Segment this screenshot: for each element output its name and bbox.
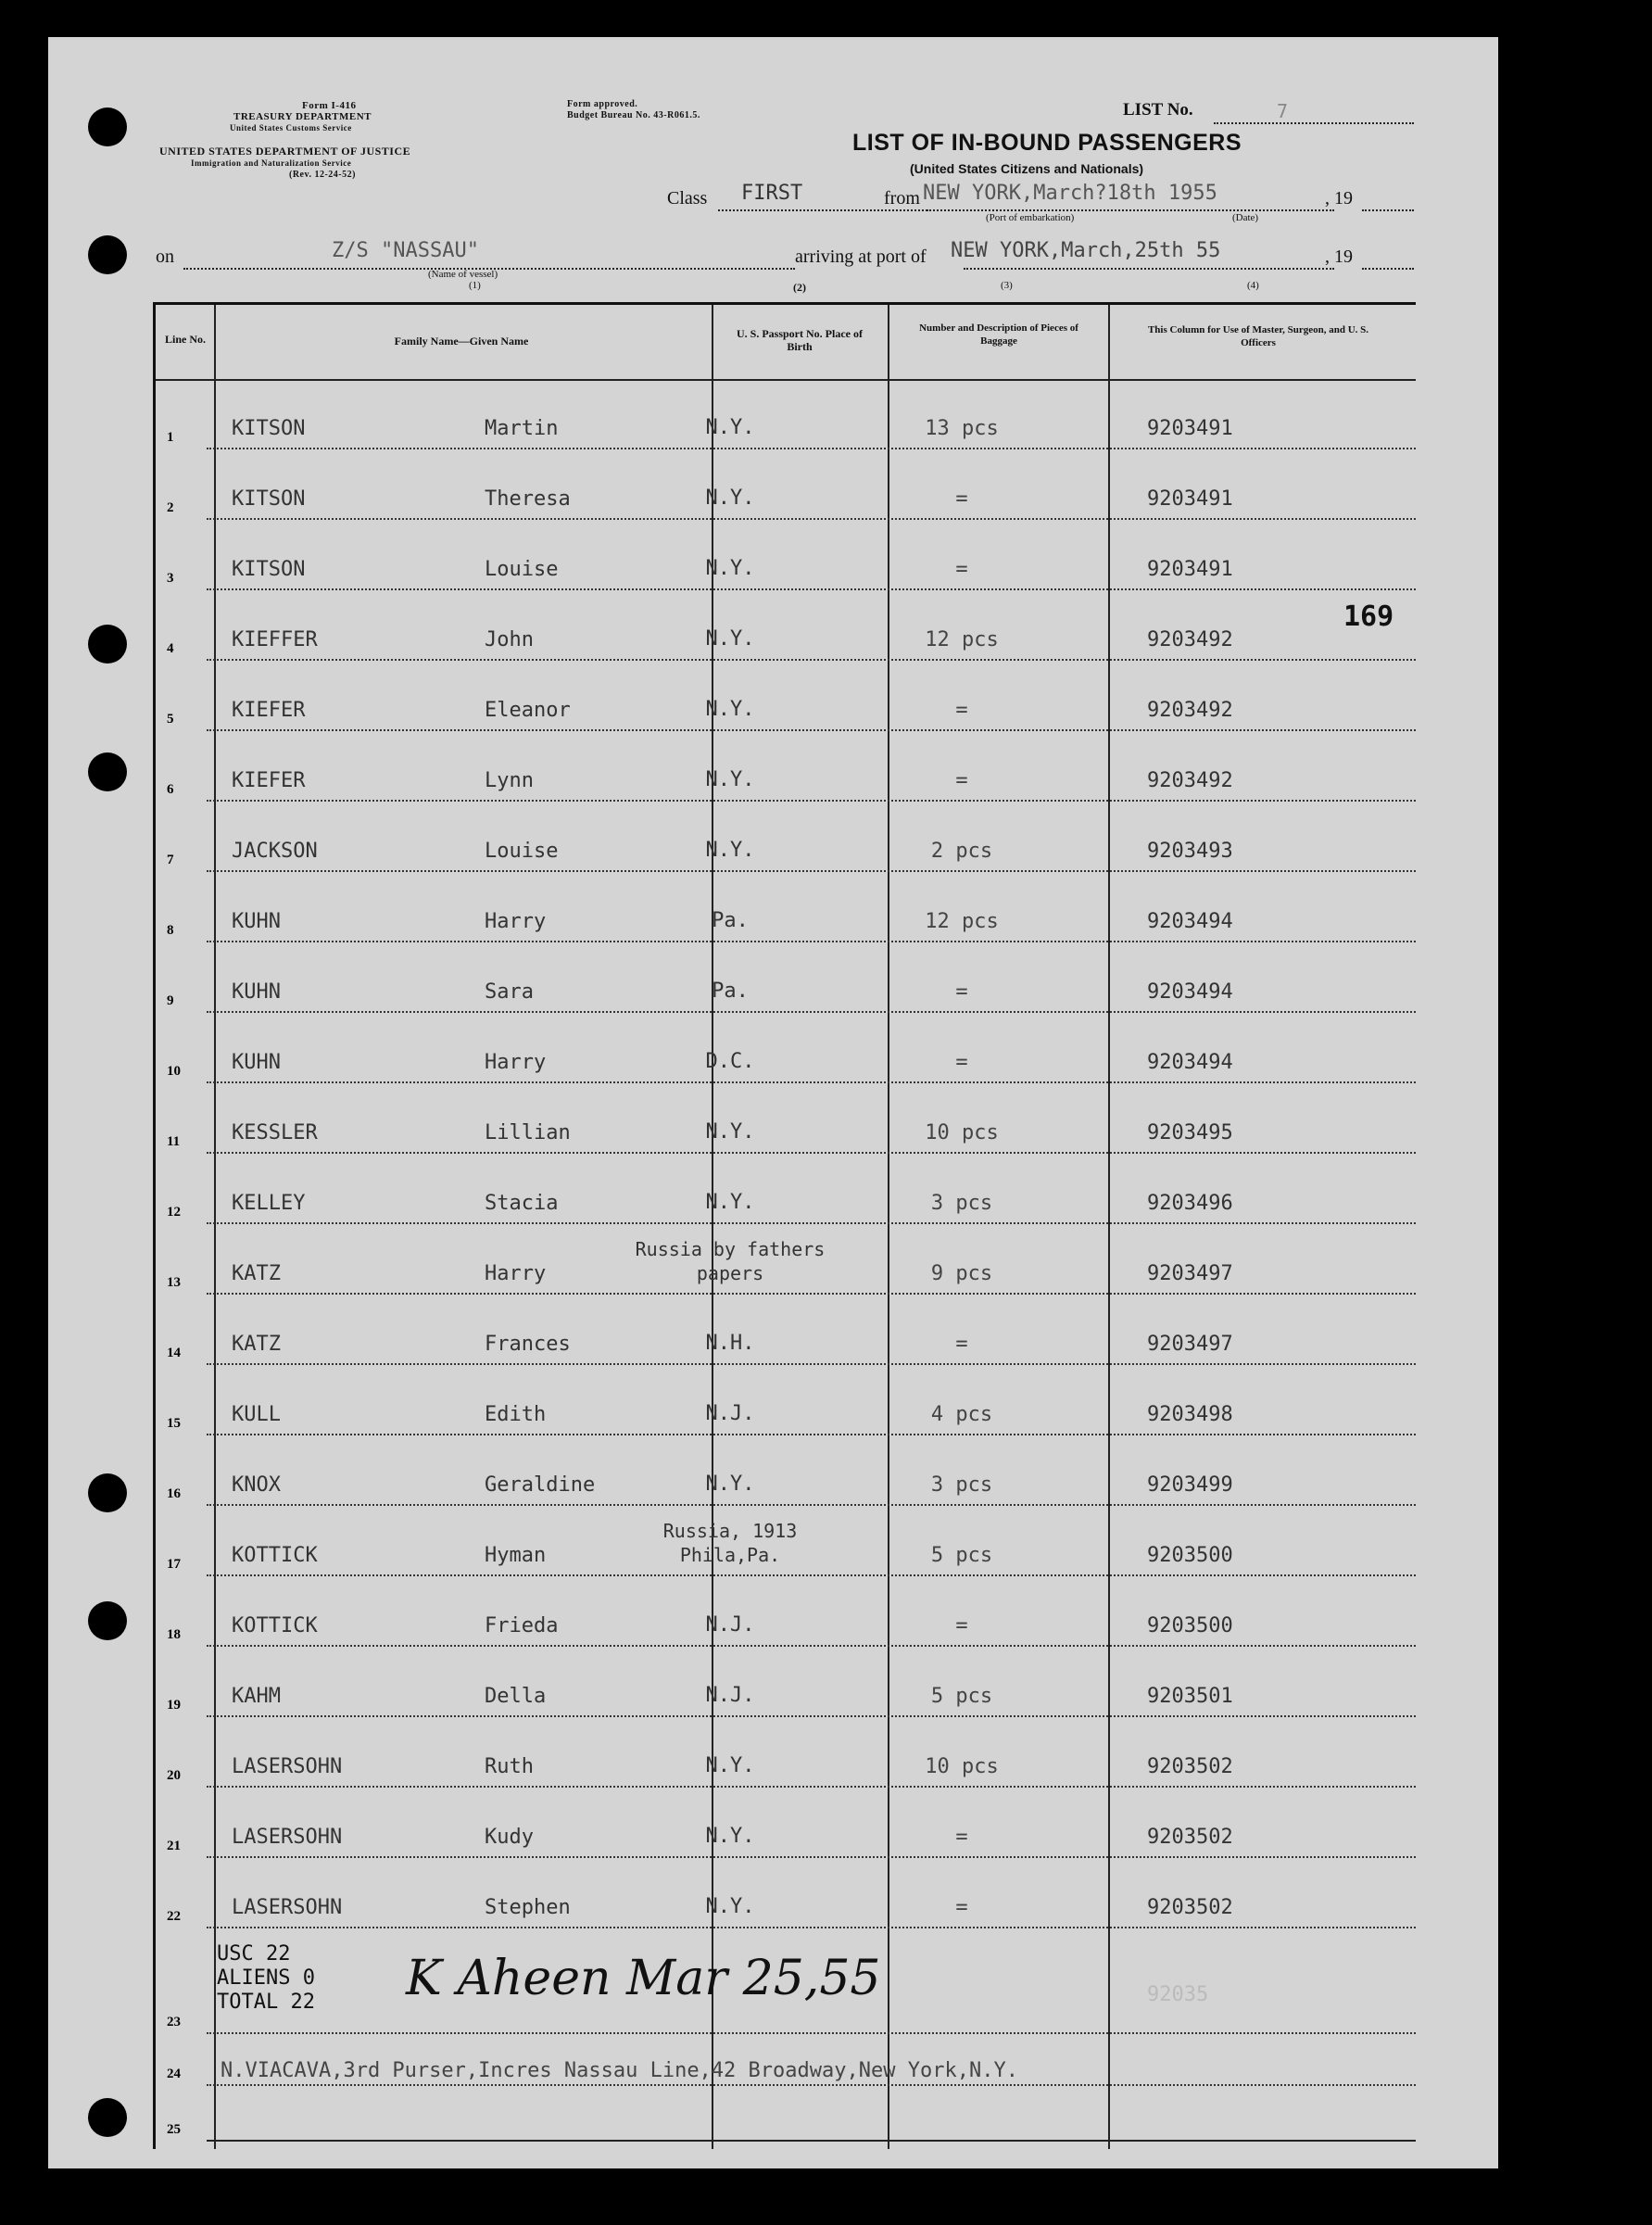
list-no-line: [1214, 122, 1414, 124]
baggage-description: =: [955, 1614, 968, 1637]
col-header-baggage: Number and Description of Pieces of Baggage: [919, 322, 1078, 347]
family-name: KNOX: [232, 1473, 281, 1497]
passenger-row: [156, 590, 1416, 661]
family-name: KUHN: [232, 980, 281, 1004]
place-of-birth: N.H.: [705, 1332, 755, 1355]
customs-service: United States Customs Service: [230, 123, 352, 133]
line-number: 4: [167, 641, 174, 656]
line-number: 24: [167, 2067, 181, 2081]
baggage-description: 5 pcs: [930, 1544, 993, 1567]
place-of-birth: N.Y.: [705, 768, 755, 791]
from-line: [927, 209, 1334, 211]
baggage-description: =: [955, 1333, 968, 1356]
baggage-description: =: [955, 699, 968, 722]
passenger-row: [156, 1435, 1416, 1506]
given-name: Ruth: [485, 1755, 534, 1778]
family-name: KIEFER: [232, 769, 306, 792]
binder-hole: [88, 1473, 127, 1512]
given-name: John: [485, 628, 534, 651]
binder-hole: [88, 2098, 127, 2137]
place-of-birth: N.Y.: [705, 487, 755, 510]
passenger-row: [156, 1365, 1416, 1435]
line-number: 14: [167, 1346, 181, 1360]
family-name: LASERSOHN: [232, 1826, 343, 1849]
family-name: JACKSON: [232, 840, 318, 863]
officer-number: 9203494: [1147, 980, 1233, 1004]
vessel-caption: (Name of vessel): [428, 269, 498, 280]
passenger-row: [156, 1506, 1416, 1576]
arriving-line: [964, 268, 1334, 270]
baggage-description: 10 pcs: [925, 1121, 999, 1144]
line-number: 15: [167, 1416, 181, 1431]
given-name: Frances: [485, 1333, 571, 1356]
revision-date: (Rev. 12-24-52): [289, 170, 356, 180]
line-number: 19: [167, 1698, 181, 1713]
line-number: 16: [167, 1486, 181, 1501]
form-number: Form I-416: [302, 100, 357, 111]
passenger-row: [156, 1647, 1416, 1717]
officer-number: 9203500: [1147, 1544, 1233, 1567]
passenger-row: [156, 1717, 1416, 1788]
given-name: Louise: [485, 558, 559, 581]
date-col-num: (4): [1247, 280, 1259, 291]
family-name: KUHN: [232, 910, 281, 933]
line-number: 11: [167, 1134, 181, 1149]
line-number: 3: [167, 571, 174, 586]
justice-dept: UNITED STATES DEPARTMENT OF JUSTICE: [159, 145, 411, 158]
baggage-description: 5 pcs: [930, 1685, 993, 1708]
place-of-birth: N.Y.: [705, 627, 755, 651]
given-name: Hyman: [485, 1544, 547, 1567]
arriving-label: arriving at port of: [795, 247, 927, 267]
passenger-row: [156, 379, 1416, 449]
line-number: 20: [167, 1768, 181, 1783]
given-name: Harry: [485, 910, 547, 933]
place-of-birth: N.Y.: [705, 1754, 755, 1777]
baggage-description: =: [955, 487, 968, 511]
baggage-description: =: [955, 980, 968, 1004]
baggage-description: =: [955, 1896, 968, 1919]
line-number: 5: [167, 712, 174, 727]
baggage-description: =: [955, 558, 968, 581]
place-of-birth: D.C.: [705, 1050, 755, 1073]
from-label: from: [884, 188, 920, 209]
treasury-dept: TREASURY DEPARTMENT: [233, 111, 372, 122]
line-number: 9: [167, 993, 174, 1008]
place-of-birth: N.J.: [705, 1684, 755, 1707]
passenger-row: [156, 1858, 1416, 1928]
baggage-description: 9 pcs: [930, 1262, 993, 1285]
officer-number: 9203491: [1147, 487, 1233, 511]
place-of-birth: N.Y.: [705, 416, 755, 439]
port-caption: (Port of embarkation): [986, 212, 1075, 223]
passenger-row: [156, 872, 1416, 942]
line-number: 1: [167, 430, 174, 445]
class-line: [718, 209, 931, 211]
total-count: TOTAL 22: [217, 1991, 315, 2014]
officer-signature: K Aheen Mar 25,55: [406, 1951, 881, 2006]
family-name: KIEFER: [232, 699, 306, 722]
officer-number: 9203497: [1147, 1262, 1233, 1285]
family-name: KIEFFER: [232, 628, 318, 651]
passenger-row: [156, 520, 1416, 590]
list-no-label: LIST No.: [1123, 100, 1193, 120]
place-of-birth: Pa.: [712, 909, 749, 932]
given-name: Stephen: [485, 1896, 571, 1919]
binder-hole: [88, 625, 127, 664]
line-number: 18: [167, 1627, 181, 1642]
from-value: NEW YORK,March?18th 1955: [923, 182, 1217, 205]
officer-number: 9203501: [1147, 1685, 1233, 1708]
baggage-description: 4 pcs: [930, 1403, 993, 1426]
port-col-num: (3): [1001, 280, 1013, 291]
officer-number: 9203496: [1147, 1192, 1233, 1215]
document-subtitle: (United States Citizens and Nationals): [910, 161, 1144, 176]
passenger-row: [156, 1083, 1416, 1154]
baggage-description: =: [955, 1051, 968, 1074]
baggage-description: 3 pcs: [930, 1473, 993, 1497]
line-number: 12: [167, 1205, 181, 1220]
baggage-description: =: [955, 769, 968, 792]
family-name: KATZ: [232, 1333, 281, 1356]
officer-number: 9203492: [1147, 769, 1233, 792]
arriving-value: NEW YORK,March,25th 55: [951, 239, 1221, 262]
family-name: KOTTICK: [232, 1544, 318, 1567]
place-of-birth: N.Y.: [705, 1895, 755, 1918]
given-name: Frieda: [485, 1614, 559, 1637]
col-header-name: Family Name—Given Name: [394, 335, 529, 348]
officer-number: 9203491: [1147, 558, 1233, 581]
purser-row: [156, 2034, 1416, 2086]
given-name: Harry: [485, 1262, 547, 1285]
line-number: 13: [167, 1275, 181, 1290]
line-number: 23: [167, 2015, 181, 2029]
class-label: Class: [667, 188, 708, 209]
place-of-birth: N.J.: [705, 1402, 755, 1425]
family-name: LASERSOHN: [232, 1896, 343, 1919]
place-of-birth: N.Y.: [705, 698, 755, 721]
passenger-row: [156, 1295, 1416, 1365]
place-of-birth: N.Y.: [705, 1120, 755, 1144]
passenger-row: [156, 1788, 1416, 1858]
line-number: 21: [167, 1839, 181, 1853]
passenger-row: [156, 449, 1416, 520]
place-of-birth: N.J.: [705, 1613, 755, 1637]
baggage-description: 10 pcs: [925, 1755, 999, 1778]
ins-service: Immigration and Naturalization Service: [191, 158, 352, 168]
officer-number: 9203494: [1147, 1051, 1233, 1074]
place-of-birth: N.Y.: [705, 839, 755, 862]
officer-number: 9203502: [1147, 1896, 1233, 1919]
officer-number: 9203494: [1147, 910, 1233, 933]
passenger-table: [153, 281, 1416, 2149]
passenger-row: [156, 1013, 1416, 1083]
line-number: 2: [167, 500, 174, 515]
family-name: KOTTICK: [232, 1614, 318, 1637]
passenger-row: [156, 802, 1416, 872]
line-number: 25: [167, 2122, 181, 2137]
officer-number: 9203502: [1147, 1826, 1233, 1849]
totals-row: [156, 1928, 1416, 2034]
col-header-passport: U. S. Passport No. Place of Birth: [737, 327, 863, 353]
baggage-description: 2 pcs: [930, 840, 993, 863]
passenger-row: [156, 731, 1416, 802]
officer-number: 9203491: [1147, 417, 1233, 440]
given-name: Martin: [485, 417, 559, 440]
place-of-birth: N.Y.: [705, 557, 755, 580]
officer-number: 9203495: [1147, 1121, 1233, 1144]
col-header-officers: This Column for Use of Master, Surgeon, and U. S. Officers: [1147, 324, 1369, 348]
baggage-description: 12 pcs: [925, 628, 999, 651]
faint-number: 92035: [1147, 1983, 1209, 2006]
date-caption: (Date): [1232, 212, 1259, 223]
family-name: KITSON: [232, 417, 306, 440]
officer-number: 9203493: [1147, 840, 1233, 863]
place-of-birth: Pa.: [712, 980, 749, 1003]
line-number: 10: [167, 1064, 181, 1079]
passenger-row: [156, 1154, 1416, 1224]
document-title: LIST OF IN-BOUND PASSENGERS: [852, 130, 1242, 156]
class-value: FIRST: [741, 182, 803, 205]
col-header-passport-num: (2): [793, 281, 806, 294]
vessel-col-num: (1): [469, 280, 481, 291]
year-line: [1362, 209, 1414, 211]
officer-number: 9203492: [1147, 628, 1233, 651]
aliens-count: ALIENS 0: [217, 1966, 315, 1990]
binder-hole: [88, 1601, 127, 1640]
year-line-2: [1362, 268, 1414, 270]
given-name: Harry: [485, 1051, 547, 1074]
given-name: Louise: [485, 840, 559, 863]
passenger-row: [156, 1576, 1416, 1647]
officer-number: 9203498: [1147, 1403, 1233, 1426]
list-no-value: 7: [1277, 100, 1289, 122]
baggage-description: =: [955, 1826, 968, 1849]
family-name: KELLEY: [232, 1192, 306, 1215]
given-name: Eleanor: [485, 699, 571, 722]
side-page-number: 169: [1343, 600, 1394, 633]
usc-count: USC 22: [217, 1942, 291, 1966]
year-suffix: , 19: [1325, 188, 1353, 209]
line-number: 17: [167, 1557, 181, 1572]
family-name: KUHN: [232, 1051, 281, 1074]
family-name: KESSLER: [232, 1121, 318, 1144]
given-name: Lynn: [485, 769, 534, 792]
given-name: Sara: [485, 980, 534, 1004]
given-name: Edith: [485, 1403, 547, 1426]
officer-number: 9203500: [1147, 1614, 1233, 1637]
baggage-description: 13 pcs: [925, 417, 999, 440]
form-approved: Form approved.: [567, 99, 638, 109]
place-of-birth: N.Y.: [705, 1473, 755, 1496]
family-name: LASERSOHN: [232, 1755, 343, 1778]
place-of-birth: N.Y.: [705, 1825, 755, 1848]
line-number: 8: [167, 923, 174, 938]
line-number: 22: [167, 1909, 181, 1924]
binder-hole: [88, 752, 127, 791]
line-number: 6: [167, 782, 174, 797]
officer-number: 9203497: [1147, 1333, 1233, 1356]
line-number: 7: [167, 853, 174, 867]
budget-bureau: Budget Bureau No. 43-R061.5.: [567, 110, 700, 120]
binder-hole: [88, 235, 127, 274]
family-name: KAHM: [232, 1685, 281, 1708]
officer-number: 9203502: [1147, 1755, 1233, 1778]
family-name: KITSON: [232, 558, 306, 581]
family-name: KULL: [232, 1403, 281, 1426]
place-of-birth: Russia by fathers papers: [635, 1238, 826, 1284]
given-name: Stacia: [485, 1192, 559, 1215]
place-of-birth: N.Y.: [705, 1191, 755, 1214]
place-of-birth: Russia, 1913 Phila,Pa.: [662, 1520, 798, 1566]
given-name: Della: [485, 1685, 547, 1708]
baggage-description: 3 pcs: [930, 1192, 993, 1215]
officer-number: 9203499: [1147, 1473, 1233, 1497]
passenger-row: [156, 1224, 1416, 1295]
passenger-row: [156, 942, 1416, 1013]
baggage-description: 12 pcs: [925, 910, 999, 933]
passenger-row: [156, 661, 1416, 731]
given-name: Kudy: [485, 1826, 534, 1849]
given-name: Geraldine: [485, 1473, 596, 1497]
on-label: on: [156, 247, 174, 267]
given-name: Theresa: [485, 487, 571, 511]
empty-row: [156, 2086, 1416, 2142]
family-name: KITSON: [232, 487, 306, 511]
vessel-value: Z/S "NASSAU": [332, 239, 479, 262]
binder-hole: [88, 107, 127, 146]
given-name: Lillian: [485, 1121, 571, 1144]
family-name: KATZ: [232, 1262, 281, 1285]
col-header-line: Line No.: [164, 333, 206, 346]
officer-number: 9203492: [1147, 699, 1233, 722]
year-suffix-2: , 19: [1325, 247, 1353, 267]
purser-info: N.VIACAVA,3rd Purser,Incres Nassau Line,42 Broadway,New York,N.Y.: [221, 2059, 1018, 2082]
